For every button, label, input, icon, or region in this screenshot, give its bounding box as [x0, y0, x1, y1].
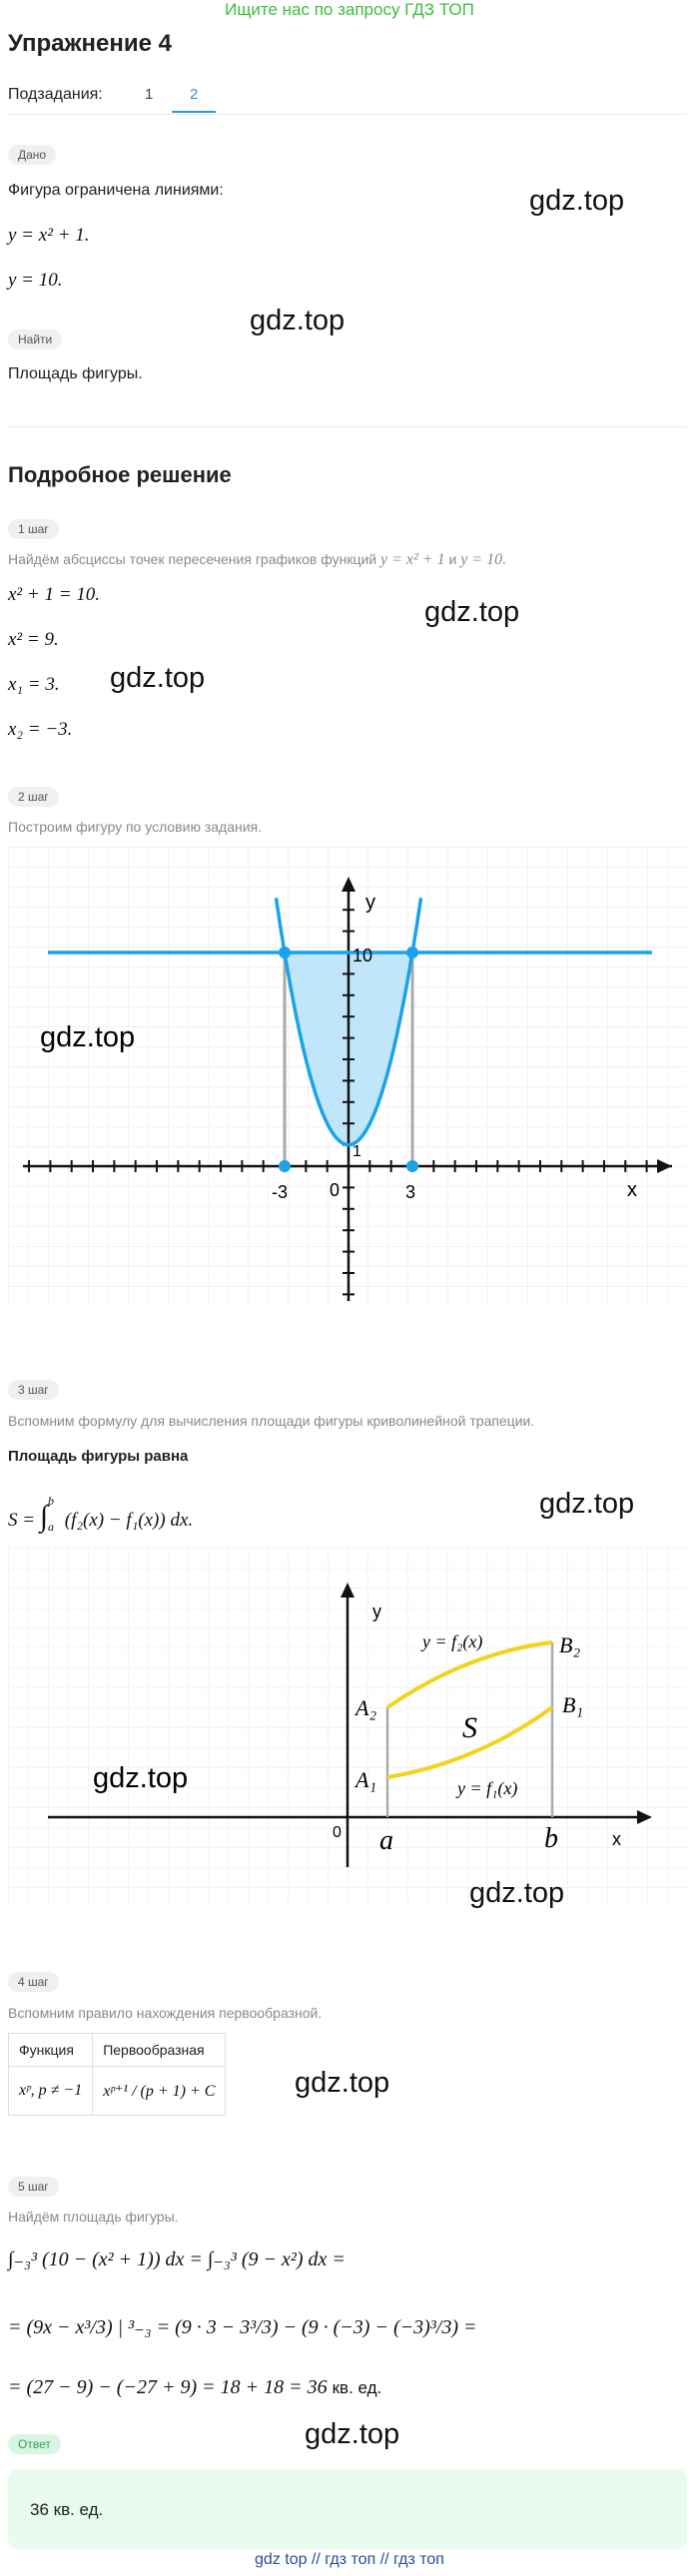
- step1-line-1: x² + 1 = 10.: [8, 584, 101, 605]
- point-a-label: a: [379, 1825, 393, 1856]
- step4-text: Вспомним правило нахождения первообразной.: [8, 2005, 323, 2021]
- root-point: [279, 1160, 291, 1172]
- step3-badge: 3 шаг: [8, 1380, 59, 1400]
- step1-line-3: x₁ = 3.: [8, 674, 60, 695]
- step5-line-3: [8, 2376, 381, 2399]
- step1-description: Найдём абсциссы точек пересечения графиков функций: [8, 551, 377, 567]
- given-eq-1: y = x² + 1.: [8, 225, 90, 246]
- table-cell-antiderivative: xᵖ⁺¹ / (p + 1) + C: [93, 2067, 226, 2116]
- subtask-tab-1[interactable]: 1: [145, 86, 154, 103]
- parabola-graph: [8, 847, 687, 1306]
- find-badge: Найти: [8, 329, 62, 349]
- watermark: gdz.top: [539, 1488, 635, 1520]
- table-header-function: Функция: [9, 2034, 93, 2067]
- subtasks-label: Подзадания:: [8, 86, 103, 103]
- step5-line-2: = (9x − x³/3) | ³₋₃ = (9 · 3 − 3³/3) − (9 · (−3) − (−3)³/3) =: [8, 2316, 477, 2338]
- point-b-label: b: [544, 1823, 558, 1854]
- point-b2-label: B₂: [559, 1632, 581, 1657]
- point-a2-label: A₂: [355, 1695, 377, 1720]
- integral-lower: a: [48, 1519, 55, 1534]
- page-title: Упражнение 4: [8, 30, 172, 57]
- divider: [8, 426, 687, 427]
- origin-label: 0: [330, 1180, 341, 1200]
- subtask-tab-2[interactable]: 2: [190, 86, 199, 103]
- step1-line-2: x² = 9.: [8, 629, 59, 650]
- step3-bold: Площадь фигуры равна: [8, 1448, 189, 1465]
- tick-label-minus3: -3: [272, 1182, 289, 1202]
- divider: [8, 114, 687, 115]
- answer-badge: Ответ: [8, 2434, 61, 2454]
- formula-rest: (f₂(x) − f₁(x)) dx.: [64, 1510, 194, 1531]
- step5-result: = (27 − 9) − (−27 + 9) = 18 + 18 = 36: [8, 2376, 328, 2398]
- f2-label: y = f₂(x): [422, 1631, 483, 1651]
- step2-badge: 2 шаг: [8, 787, 59, 807]
- f1-label: y = f₁(x): [457, 1778, 518, 1798]
- step4-badge: 4 шаг: [8, 1972, 59, 1992]
- tick-label-3: 3: [405, 1182, 416, 1202]
- given-text: Фигура ограничена линиями:: [8, 182, 224, 199]
- active-tab-indicator: [172, 111, 216, 113]
- given-badge: Дано: [8, 145, 56, 165]
- table-header-antiderivative: Первообразная: [93, 2034, 226, 2067]
- watermark: gdz.top: [93, 1762, 189, 1794]
- solution-title: Подробное решение: [8, 462, 232, 487]
- point-b1-label: B₁: [562, 1692, 584, 1717]
- y-axis-label: y: [372, 1602, 381, 1621]
- root-point: [406, 1160, 418, 1172]
- intersection-point: [406, 947, 418, 959]
- watermark: gdz.top: [250, 305, 346, 336]
- integral-sign-icon: ∫: [39, 1500, 49, 1533]
- intersection-point: [279, 947, 291, 959]
- watermark: gdz.top: [469, 1877, 565, 1909]
- watermark: gdz.top: [110, 662, 206, 694]
- area-s-label: S: [462, 1711, 477, 1744]
- given-eq-2: y = 10.: [8, 270, 63, 291]
- watermark: gdz.top: [424, 596, 520, 628]
- footer-links[interactable]: gdz top // гдз топ // гдз топ: [255, 2551, 444, 2568]
- tick-label-10: 10: [352, 946, 373, 966]
- step1-f1: y = x² + 1: [380, 551, 445, 568]
- step1-text: [8, 551, 697, 569]
- step5-text: Найдём площадь фигуры.: [8, 2209, 179, 2225]
- answer-text: 36 кв. ед.: [30, 2500, 104, 2519]
- tick-label-1: 1: [352, 1143, 361, 1160]
- step1-line-4: x₂ = −3.: [8, 719, 73, 740]
- step1-f2: y = 10.: [460, 551, 507, 568]
- answer-box: [8, 2469, 687, 2549]
- trapezoid-diagram: [8, 1548, 687, 1907]
- step5-line-1: ∫₋₃³ (10 − (x² + 1)) dx = ∫₋₃³ (9 − x²) dx =: [8, 2249, 346, 2270]
- origin-label: 0: [333, 1824, 342, 1841]
- area-formula: [8, 1493, 194, 1535]
- table-cell-function: xᵖ, p ≠ −1: [9, 2067, 93, 2116]
- watermark: gdz.top: [295, 2067, 390, 2099]
- watermark: gdz.top: [305, 2418, 400, 2450]
- point-a1-label: A₁: [355, 1767, 377, 1792]
- integral-upper: b: [48, 1493, 55, 1508]
- x-axis-label: x: [627, 1179, 637, 1201]
- step1-badge: 1 шаг: [8, 519, 59, 539]
- x-axis-label: x: [612, 1829, 621, 1849]
- step5-unit: кв. ед.: [332, 2378, 382, 2397]
- step2-text: Построим фигуру по условию задания.: [8, 819, 263, 835]
- find-text: Площадь фигуры.: [8, 365, 143, 382]
- watermark: gdz.top: [529, 185, 625, 217]
- step5-badge: 5 шаг: [8, 2177, 59, 2197]
- step1-and: и: [448, 551, 457, 567]
- formula-s: S =: [8, 1510, 40, 1531]
- y-axis-label: y: [365, 892, 375, 914]
- top-banner[interactable]: Ищите нас по запросу ГДЗ ТОП: [225, 0, 474, 19]
- watermark: gdz.top: [40, 1021, 136, 1053]
- antiderivative-table: [8, 2033, 226, 2116]
- step3-text: Вспомним формулу для вычисления площади фигуры криволинейной трапеции.: [8, 1413, 535, 1429]
